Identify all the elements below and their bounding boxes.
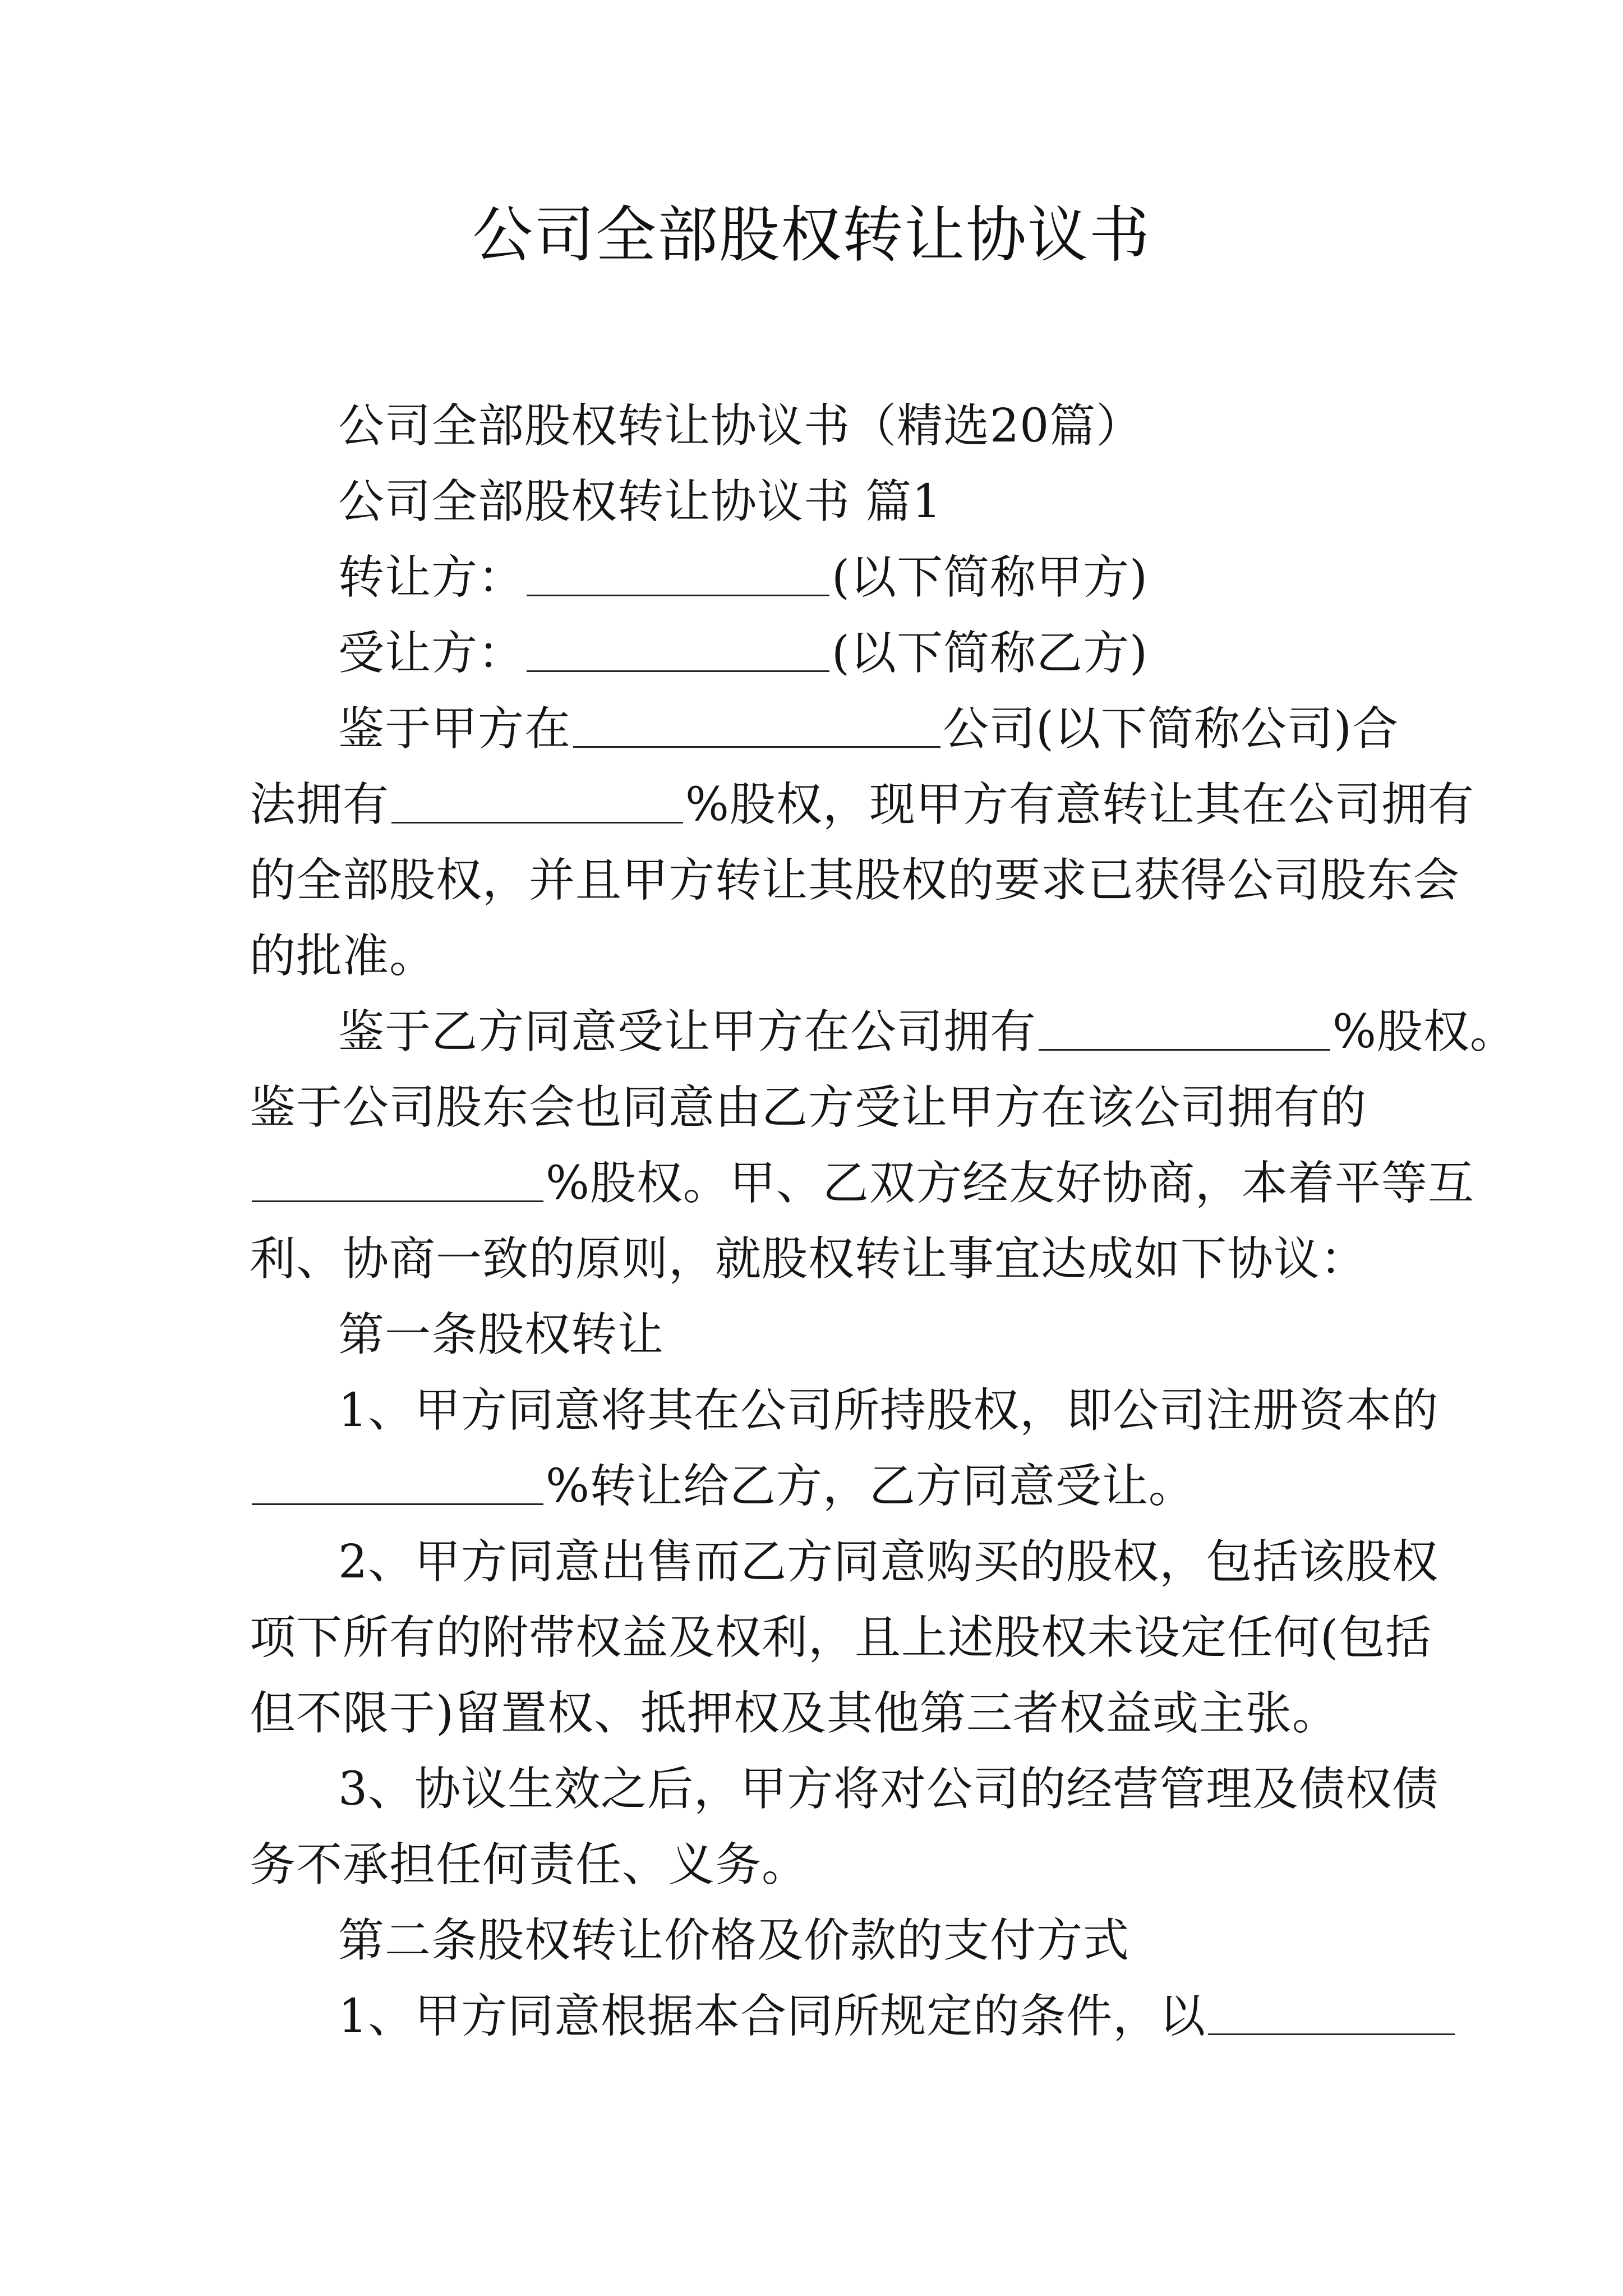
fill-blank — [527, 633, 829, 672]
line-text: 利、协商一致的原则，就股权转让事宜达成如下协议： — [250, 1232, 1367, 1286]
fill-blank — [252, 1466, 543, 1505]
fill-blank — [252, 1163, 543, 1202]
line-text: 第二条股权转让价格及价款的支付方式 — [338, 1914, 1130, 1967]
line-text: 法拥有 — [250, 778, 390, 831]
line-label: 转让方： — [338, 551, 525, 604]
line-text: 鉴于甲方在 — [338, 702, 571, 756]
line-text: 公司(以下简称公司)合 — [943, 702, 1399, 756]
line-text: 2、甲方同意出售而乙方同意购买的股权，包括该股权 — [338, 1535, 1439, 1589]
line-text: %股权。甲、乙双方经友好协商，本着平等互 — [546, 1157, 1474, 1210]
line-text: 鉴于公司股东会也同意由乙方受让甲方在该公司拥有的 — [250, 1081, 1367, 1134]
line-suffix: (以下简称乙方) — [832, 627, 1148, 680]
line-text: 务不承担任何责任、义务。 — [250, 1838, 809, 1892]
transferee-line — [338, 614, 1388, 693]
line-text: 公司全部股权转让协议书（精选20篇） — [338, 399, 1143, 453]
paragraph-line — [250, 1599, 1432, 1677]
fill-blank — [573, 709, 940, 748]
article-heading — [338, 1902, 1388, 1980]
paragraph-line — [250, 1826, 1388, 1904]
paragraph-line — [250, 841, 1460, 920]
line-text: %股权，现甲方有意转让其在公司拥有 — [685, 778, 1474, 831]
line-text: 但不限于)留置权、抵押权及其他第三者权益或主张。 — [250, 1687, 1339, 1740]
fill-blank — [527, 558, 829, 596]
paragraph-line — [338, 1977, 1388, 2056]
line-text: 鉴于乙方同意受让甲方在公司拥有 — [338, 1005, 1037, 1059]
fill-blank — [391, 785, 683, 823]
line-text: %转让给乙方，乙方同意受让。 — [546, 1460, 1195, 1513]
line-text: 1、甲方同意根据本合同所规定的条件，以 — [338, 1990, 1206, 2043]
doc-subtitle — [338, 387, 1388, 466]
line-text: 第一条股权转让 — [338, 1308, 665, 1361]
paragraph-line — [250, 917, 1388, 996]
doc-section-heading — [338, 463, 1388, 541]
line-text: 项下所有的附带权益及权利，且上述股权未设定任何(包括 — [250, 1611, 1432, 1664]
line-label: 受让方： — [338, 627, 525, 680]
paragraph-line — [338, 1523, 1439, 1602]
line-text: 公司全部股权转让协议书 篇1 — [338, 475, 942, 528]
paragraph-line — [338, 1372, 1439, 1450]
fill-blank — [1039, 1012, 1330, 1051]
line-text: 1、甲方同意将其在公司所持股权，即公司注册资本的 — [338, 1384, 1439, 1437]
transferor-line — [338, 539, 1388, 617]
line-text: %股权。 — [1332, 1005, 1516, 1059]
fill-blank — [1208, 1996, 1455, 2035]
paragraph-line — [338, 993, 1516, 1071]
paragraph-line — [250, 766, 1474, 844]
document-title: 公司全部股权转让协议书 — [472, 200, 1151, 270]
line-text: 的批准。 — [250, 930, 436, 983]
paragraph-line — [250, 1447, 1388, 1526]
paragraph-line — [250, 1220, 1388, 1299]
article-heading — [338, 1296, 1388, 1374]
line-text: 的全部股权，并且甲方转让其股权的要求已获得公司股东会 — [250, 854, 1460, 907]
paragraph-line — [250, 1674, 1388, 1753]
paragraph-line — [250, 1069, 1388, 1147]
line-text: 3、协议生效之后，甲方将对公司的经营管理及债权债 — [338, 1763, 1439, 1816]
paragraph-line — [250, 1144, 1474, 1223]
paragraph-line — [338, 1750, 1439, 1829]
line-suffix: (以下简称甲方) — [832, 551, 1148, 604]
paragraph-line — [338, 690, 1399, 769]
